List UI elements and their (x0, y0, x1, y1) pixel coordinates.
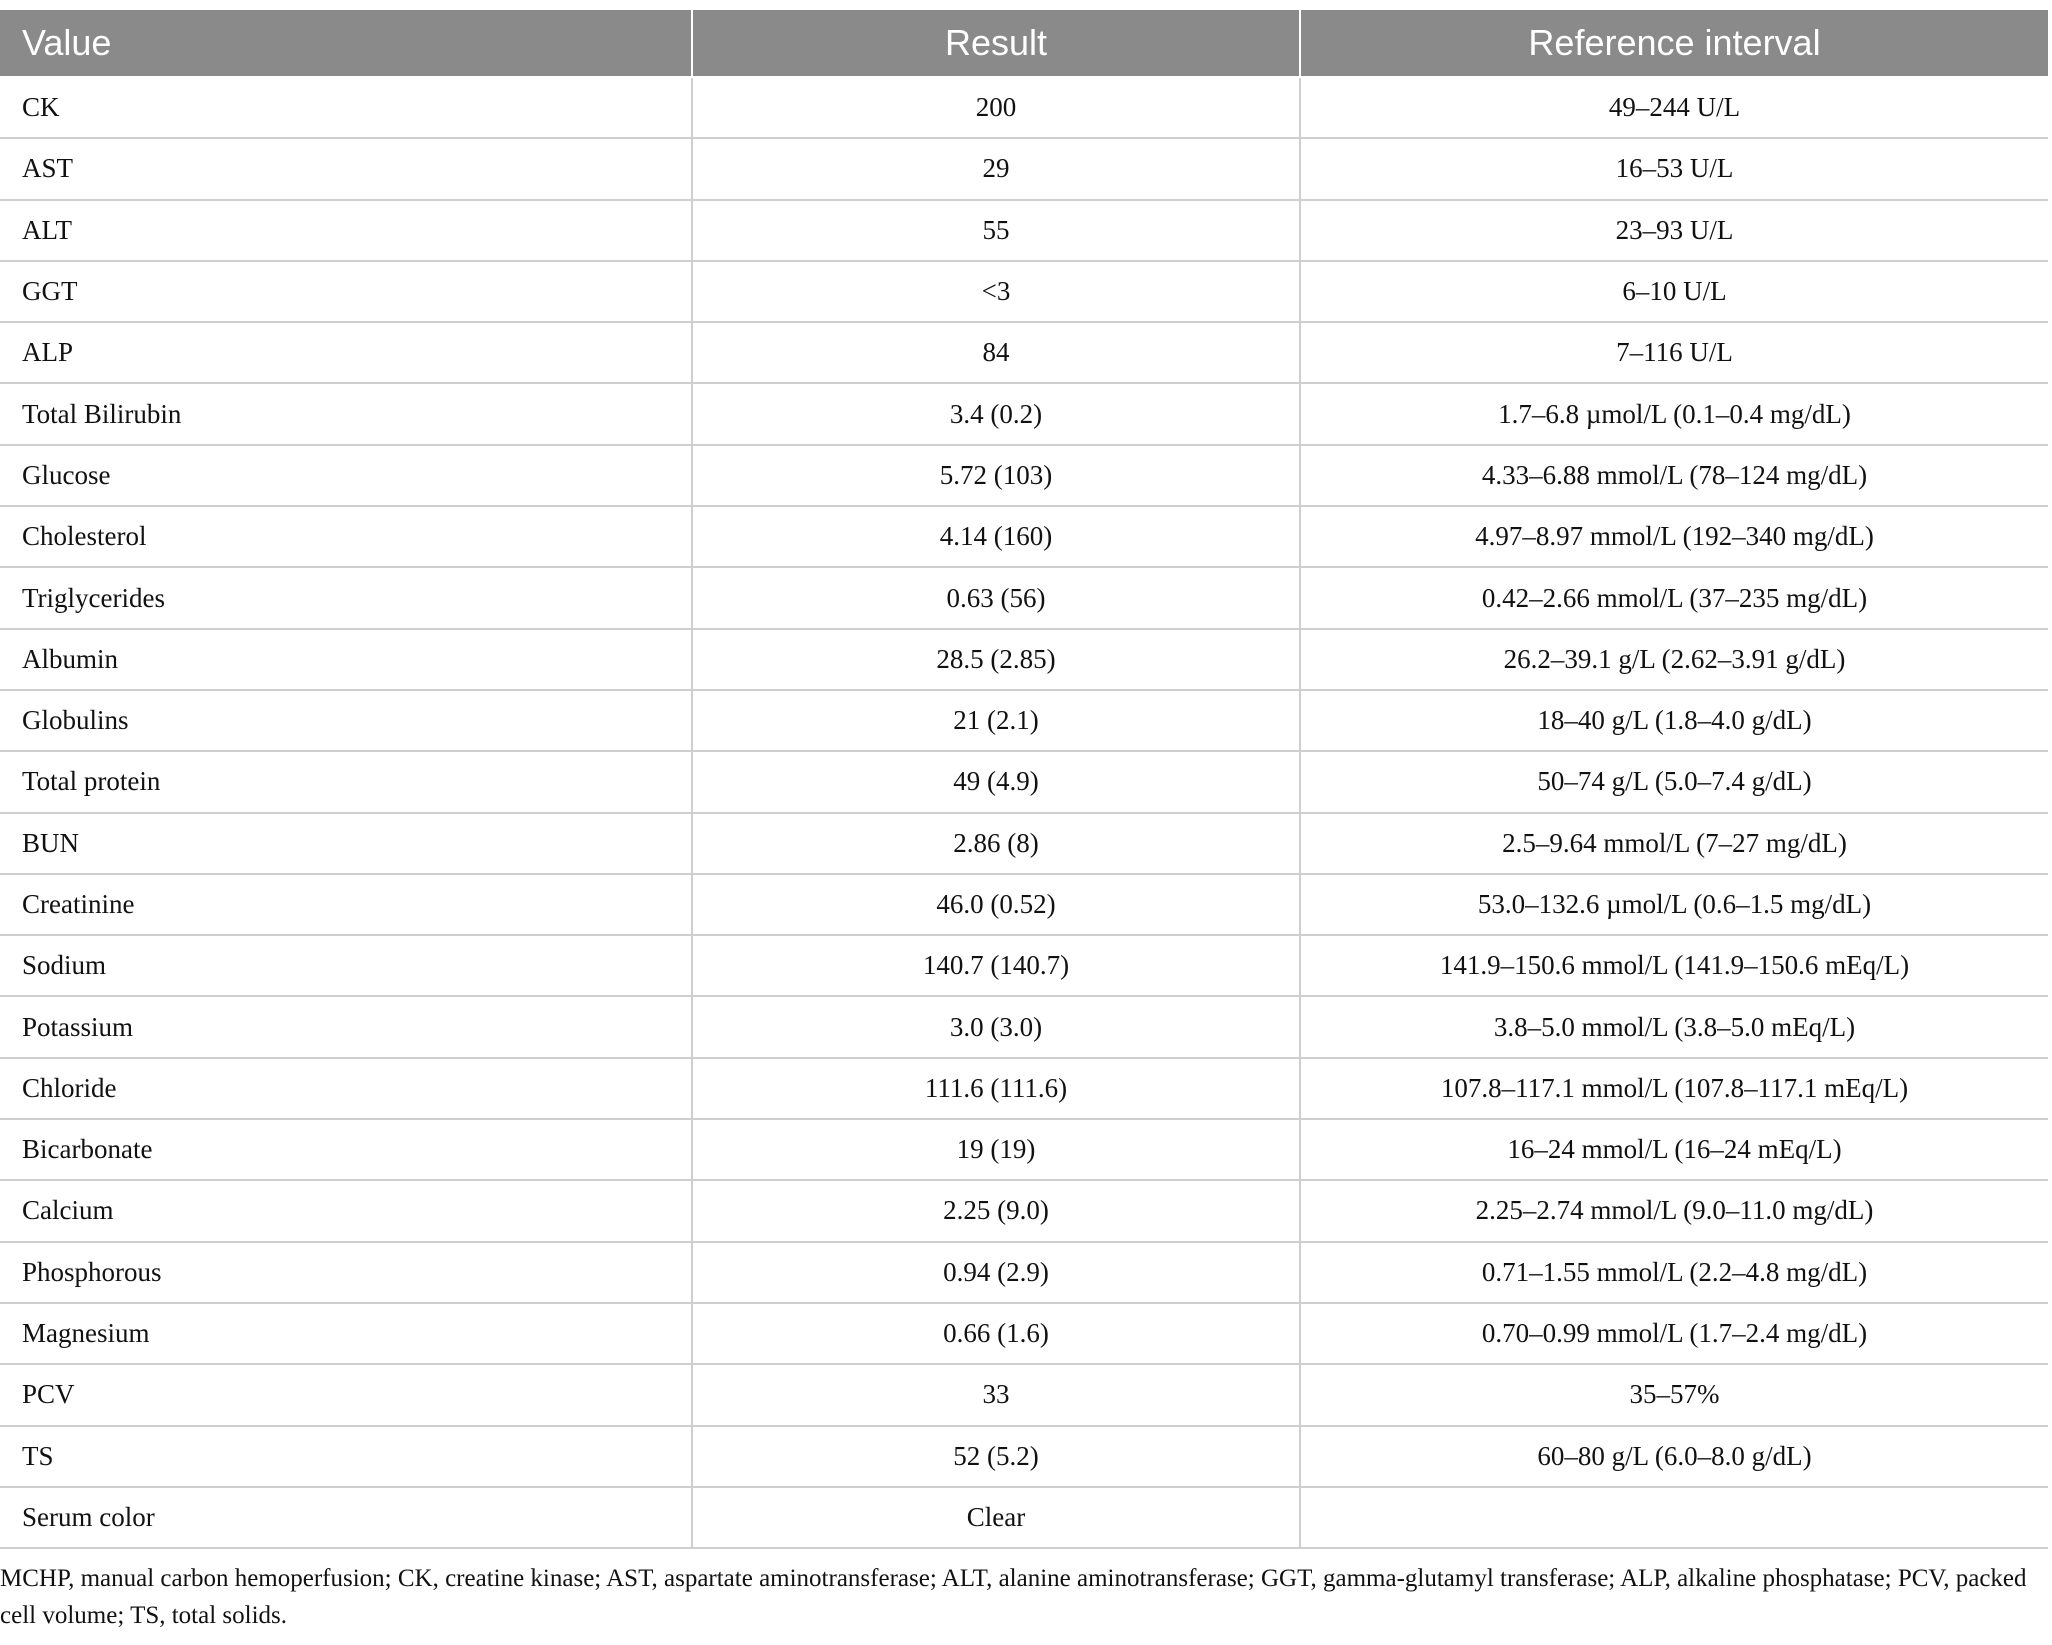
table-row (0, 1487, 2048, 1548)
cell-value: Cholesterol (0, 506, 692, 567)
cell-reference-interval (1300, 1487, 2048, 1548)
cell-result: 29 (692, 138, 1300, 199)
cell-value: GGT (0, 261, 692, 322)
cell-reference-interval: 107.8–117.1 mmol/L (107.8–117.1 mEq/L) (1300, 1058, 2048, 1119)
cell-reference-interval: 4.33–6.88 mmol/L (78–124 mg/dL) (1300, 445, 2048, 506)
header-row (0, 10, 2048, 77)
cell-reference-interval: 6–10 U/L (1300, 261, 2048, 322)
cell-value: Triglycerides (0, 567, 692, 628)
cell-result: 140.7 (140.7) (692, 935, 1300, 996)
cell-reference-interval: 23–93 U/L (1300, 200, 2048, 261)
cell-reference-interval: 2.25–2.74 mmol/L (9.0–11.0 mg/dL) (1300, 1180, 2048, 1241)
cell-value: Potassium (0, 996, 692, 1057)
header-result: Result (692, 10, 1300, 77)
cell-result: 52 (5.2) (692, 1426, 1300, 1487)
table-row (0, 138, 2048, 199)
cell-result: 5.72 (103) (692, 445, 1300, 506)
cell-value: CK (0, 77, 692, 138)
cell-result: 2.86 (8) (692, 813, 1300, 874)
cell-result: Clear (692, 1487, 1300, 1548)
cell-result: 3.0 (3.0) (692, 996, 1300, 1057)
cell-reference-interval: 1.7–6.8 µmol/L (0.1–0.4 mg/dL) (1300, 383, 2048, 444)
cell-result: 0.63 (56) (692, 567, 1300, 628)
table-row (0, 1180, 2048, 1241)
table-row (0, 996, 2048, 1057)
cell-value: TS (0, 1426, 692, 1487)
cell-reference-interval: 60–80 g/L (6.0–8.0 g/dL) (1300, 1426, 2048, 1487)
cell-result: 0.94 (2.9) (692, 1242, 1300, 1303)
cell-result: 2.25 (9.0) (692, 1180, 1300, 1241)
cell-reference-interval: 50–74 g/L (5.0–7.4 g/dL) (1300, 751, 2048, 812)
cell-reference-interval: 0.42–2.66 mmol/L (37–235 mg/dL) (1300, 567, 2048, 628)
table-row (0, 383, 2048, 444)
cell-result: 0.66 (1.6) (692, 1303, 1300, 1364)
table-row (0, 751, 2048, 812)
table-row (0, 1364, 2048, 1425)
cell-result: 33 (692, 1364, 1300, 1425)
cell-result: 46.0 (0.52) (692, 874, 1300, 935)
cell-result: 21 (2.1) (692, 690, 1300, 751)
cell-result: 84 (692, 322, 1300, 383)
cell-value: Bicarbonate (0, 1119, 692, 1180)
table-row (0, 1242, 2048, 1303)
cell-result: 111.6 (111.6) (692, 1058, 1300, 1119)
cell-value: Serum color (0, 1487, 692, 1548)
table-row (0, 1119, 2048, 1180)
table-row (0, 1303, 2048, 1364)
cell-reference-interval: 26.2–39.1 g/L (2.62–3.91 g/dL) (1300, 629, 2048, 690)
table-row (0, 690, 2048, 751)
cell-result: <3 (692, 261, 1300, 322)
cell-result: 28.5 (2.85) (692, 629, 1300, 690)
cell-value: Calcium (0, 1180, 692, 1241)
cell-value: Glucose (0, 445, 692, 506)
cell-value: AST (0, 138, 692, 199)
cell-value: ALT (0, 200, 692, 261)
cell-result: 19 (19) (692, 1119, 1300, 1180)
table-row (0, 567, 2048, 628)
header-reference-interval: Reference interval (1300, 10, 2048, 77)
cell-value: BUN (0, 813, 692, 874)
table-body (0, 77, 2048, 1548)
cell-value: Total Bilirubin (0, 383, 692, 444)
cell-reference-interval: 4.97–8.97 mmol/L (192–340 mg/dL) (1300, 506, 2048, 567)
cell-value: Chloride (0, 1058, 692, 1119)
table-row (0, 261, 2048, 322)
cell-value: Albumin (0, 629, 692, 690)
table-header (0, 10, 2048, 77)
cell-value: Magnesium (0, 1303, 692, 1364)
cell-value: Total protein (0, 751, 692, 812)
cell-reference-interval: 141.9–150.6 mmol/L (141.9–150.6 mEq/L) (1300, 935, 2048, 996)
cell-value: Phosphorous (0, 1242, 692, 1303)
lab-results-table (0, 10, 2048, 1549)
cell-result: 3.4 (0.2) (692, 383, 1300, 444)
table-row (0, 1426, 2048, 1487)
cell-value: Creatinine (0, 874, 692, 935)
cell-reference-interval: 2.5–9.64 mmol/L (7–27 mg/dL) (1300, 813, 2048, 874)
cell-reference-interval: 3.8–5.0 mmol/L (3.8–5.0 mEq/L) (1300, 996, 2048, 1057)
cell-reference-interval: 0.71–1.55 mmol/L (2.2–4.8 mg/dL) (1300, 1242, 2048, 1303)
cell-reference-interval: 18–40 g/L (1.8–4.0 g/dL) (1300, 690, 2048, 751)
cell-value: Sodium (0, 935, 692, 996)
table-row (0, 813, 2048, 874)
cell-reference-interval: 16–24 mmol/L (16–24 mEq/L) (1300, 1119, 2048, 1180)
cell-value: Globulins (0, 690, 692, 751)
table-row (0, 322, 2048, 383)
table-row (0, 77, 2048, 138)
cell-reference-interval: 0.70–0.99 mmol/L (1.7–2.4 mg/dL) (1300, 1303, 2048, 1364)
table-row (0, 1058, 2048, 1119)
cell-reference-interval: 53.0–132.6 µmol/L (0.6–1.5 mg/dL) (1300, 874, 2048, 935)
cell-result: 4.14 (160) (692, 506, 1300, 567)
cell-reference-interval: 16–53 U/L (1300, 138, 2048, 199)
table-row (0, 874, 2048, 935)
cell-reference-interval: 7–116 U/L (1300, 322, 2048, 383)
table-row (0, 935, 2048, 996)
table-row (0, 506, 2048, 567)
cell-result: 200 (692, 77, 1300, 138)
cell-result: 55 (692, 200, 1300, 261)
table-footnote: MCHP, manual carbon hemoperfusion; CK, creatine kinase; AST, aspartate aminotransferase; ALT, alanine aminotransferase; GGT, gamma-glutamyl transferase; ALP, alkaline phosphatase; PCV, packed cell volume; TS, total solids. (0, 1565, 2027, 1629)
cell-value: PCV (0, 1364, 692, 1425)
table-row (0, 200, 2048, 261)
header-value: Value (0, 10, 692, 77)
cell-value: ALP (0, 322, 692, 383)
table-row (0, 629, 2048, 690)
cell-reference-interval: 35–57% (1300, 1364, 2048, 1425)
table-row (0, 445, 2048, 506)
cell-result: 49 (4.9) (692, 751, 1300, 812)
cell-reference-interval: 49–244 U/L (1300, 77, 2048, 138)
